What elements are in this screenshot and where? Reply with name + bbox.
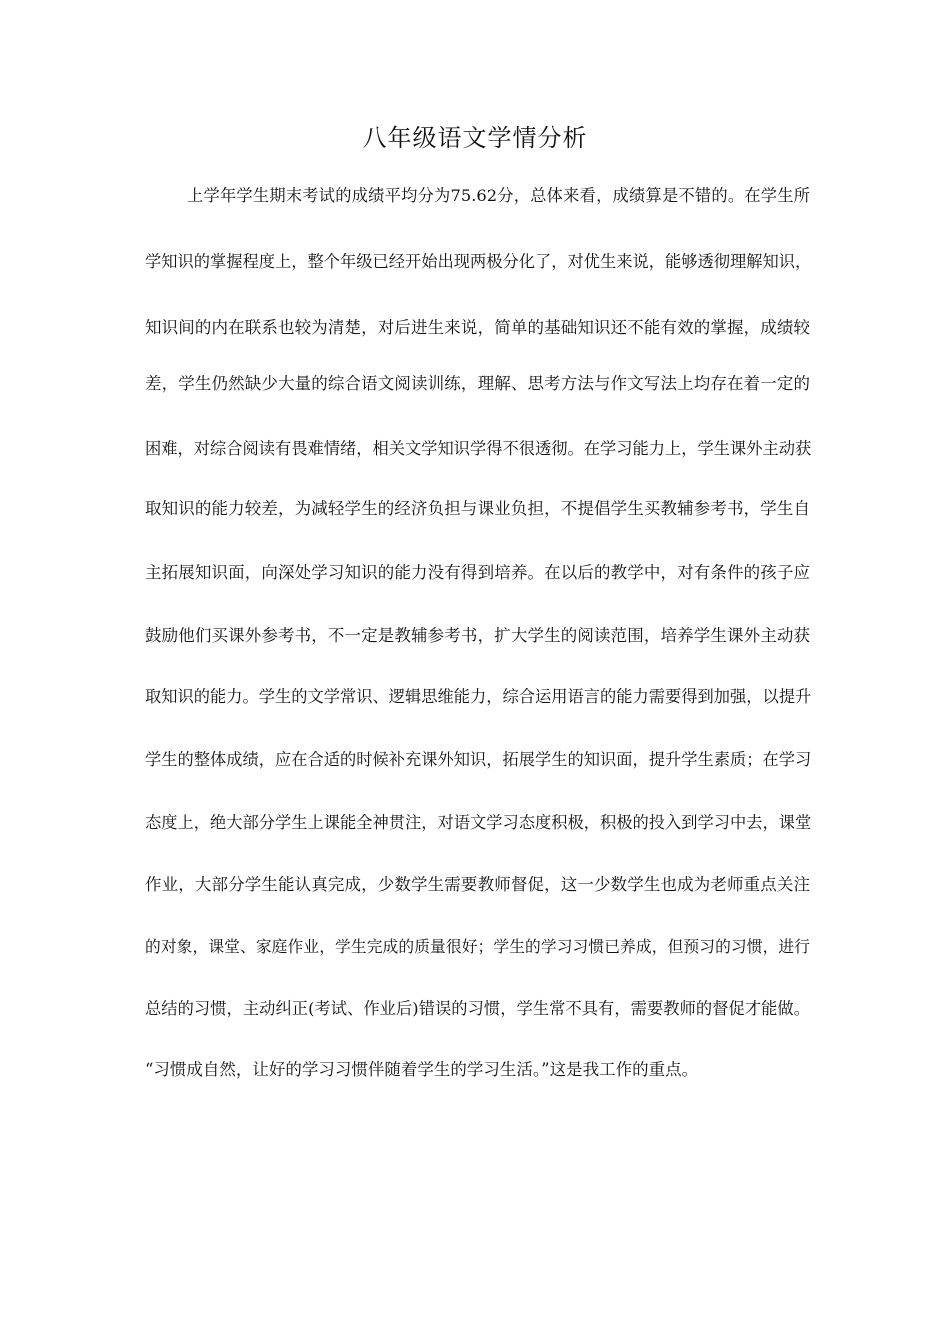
paragraph-line: 作业，大部分学生能认真完成，少数学生需要教师督促，这一少数学生也成为老师重点关注 xyxy=(145,875,810,894)
paragraph-line: 差，学生仍然缺少大量的综合语文阅读训练，理解、思考方法与作文写法上均存在着一定的 xyxy=(145,374,810,393)
paragraph-line: “习惯成自然，让好的学习习惯伴随着学生的学习生活。”这是我工作的重点。 xyxy=(145,1060,699,1079)
paragraph-line: 困难，对综合阅读有畏难情绪，相关文学知识学得不很透彻。在学习能力上，学生课外主动获 xyxy=(145,439,812,458)
document-title: 八年级语文学情分析 xyxy=(362,124,588,152)
paragraph-line: 主拓展知识面，向深处学习知识的能力没有得到培养。在以后的教学中，对有条件的孩子应 xyxy=(145,563,810,582)
paragraph-line: 鼓励他们买课外参考书，不一定是教辅参考书，扩大学生的阅读范围，培养学生课外主动获 xyxy=(145,626,810,645)
paragraph-line: 学知识的掌握程度上，整个年级已经开始出现两极分化了，对优生来说，能够透彻理解知识， xyxy=(145,252,812,271)
paragraph-line: 学生的整体成绩，应在合适的时候补充课外知识，拓展学生的知识面，提升学生素质；在学习 xyxy=(145,750,812,769)
paragraph-line: 态度上，绝大部分学生上课能全神贯注，对语文学习态度积极，积极的投入到学习中去，课堂 xyxy=(145,813,812,832)
paragraph-line: 取知识的能力较差，为减轻学生的经济负担与课业负担，不提倡学生买教辅参考书，学生自 xyxy=(145,499,810,518)
paragraph-line: 知识间的内在联系也较为清楚，对后进生来说，简单的基础知识还不能有效的掌握，成绩较 xyxy=(145,318,810,337)
paragraph-line: 的对象，课堂、家庭作业，学生完成的质量很好；学生的学习习惯已养成，但预习的习惯，进行 xyxy=(145,937,810,956)
paragraph-line: 取知识的能力。学生的文学常识、逻辑思维能力，综合运用语言的能力需要得到加强，以提升 xyxy=(145,687,812,706)
paragraph-line: 总结的习惯，主动纠正(考试、作业后)错误的习惯，学生常不具有，需要教师的督促才能做。 xyxy=(145,999,810,1018)
paragraph-line: 上学年学生期末考试的成绩平均分为75.62分，总体来看，成绩算是不错的。在学生所 xyxy=(187,186,810,205)
